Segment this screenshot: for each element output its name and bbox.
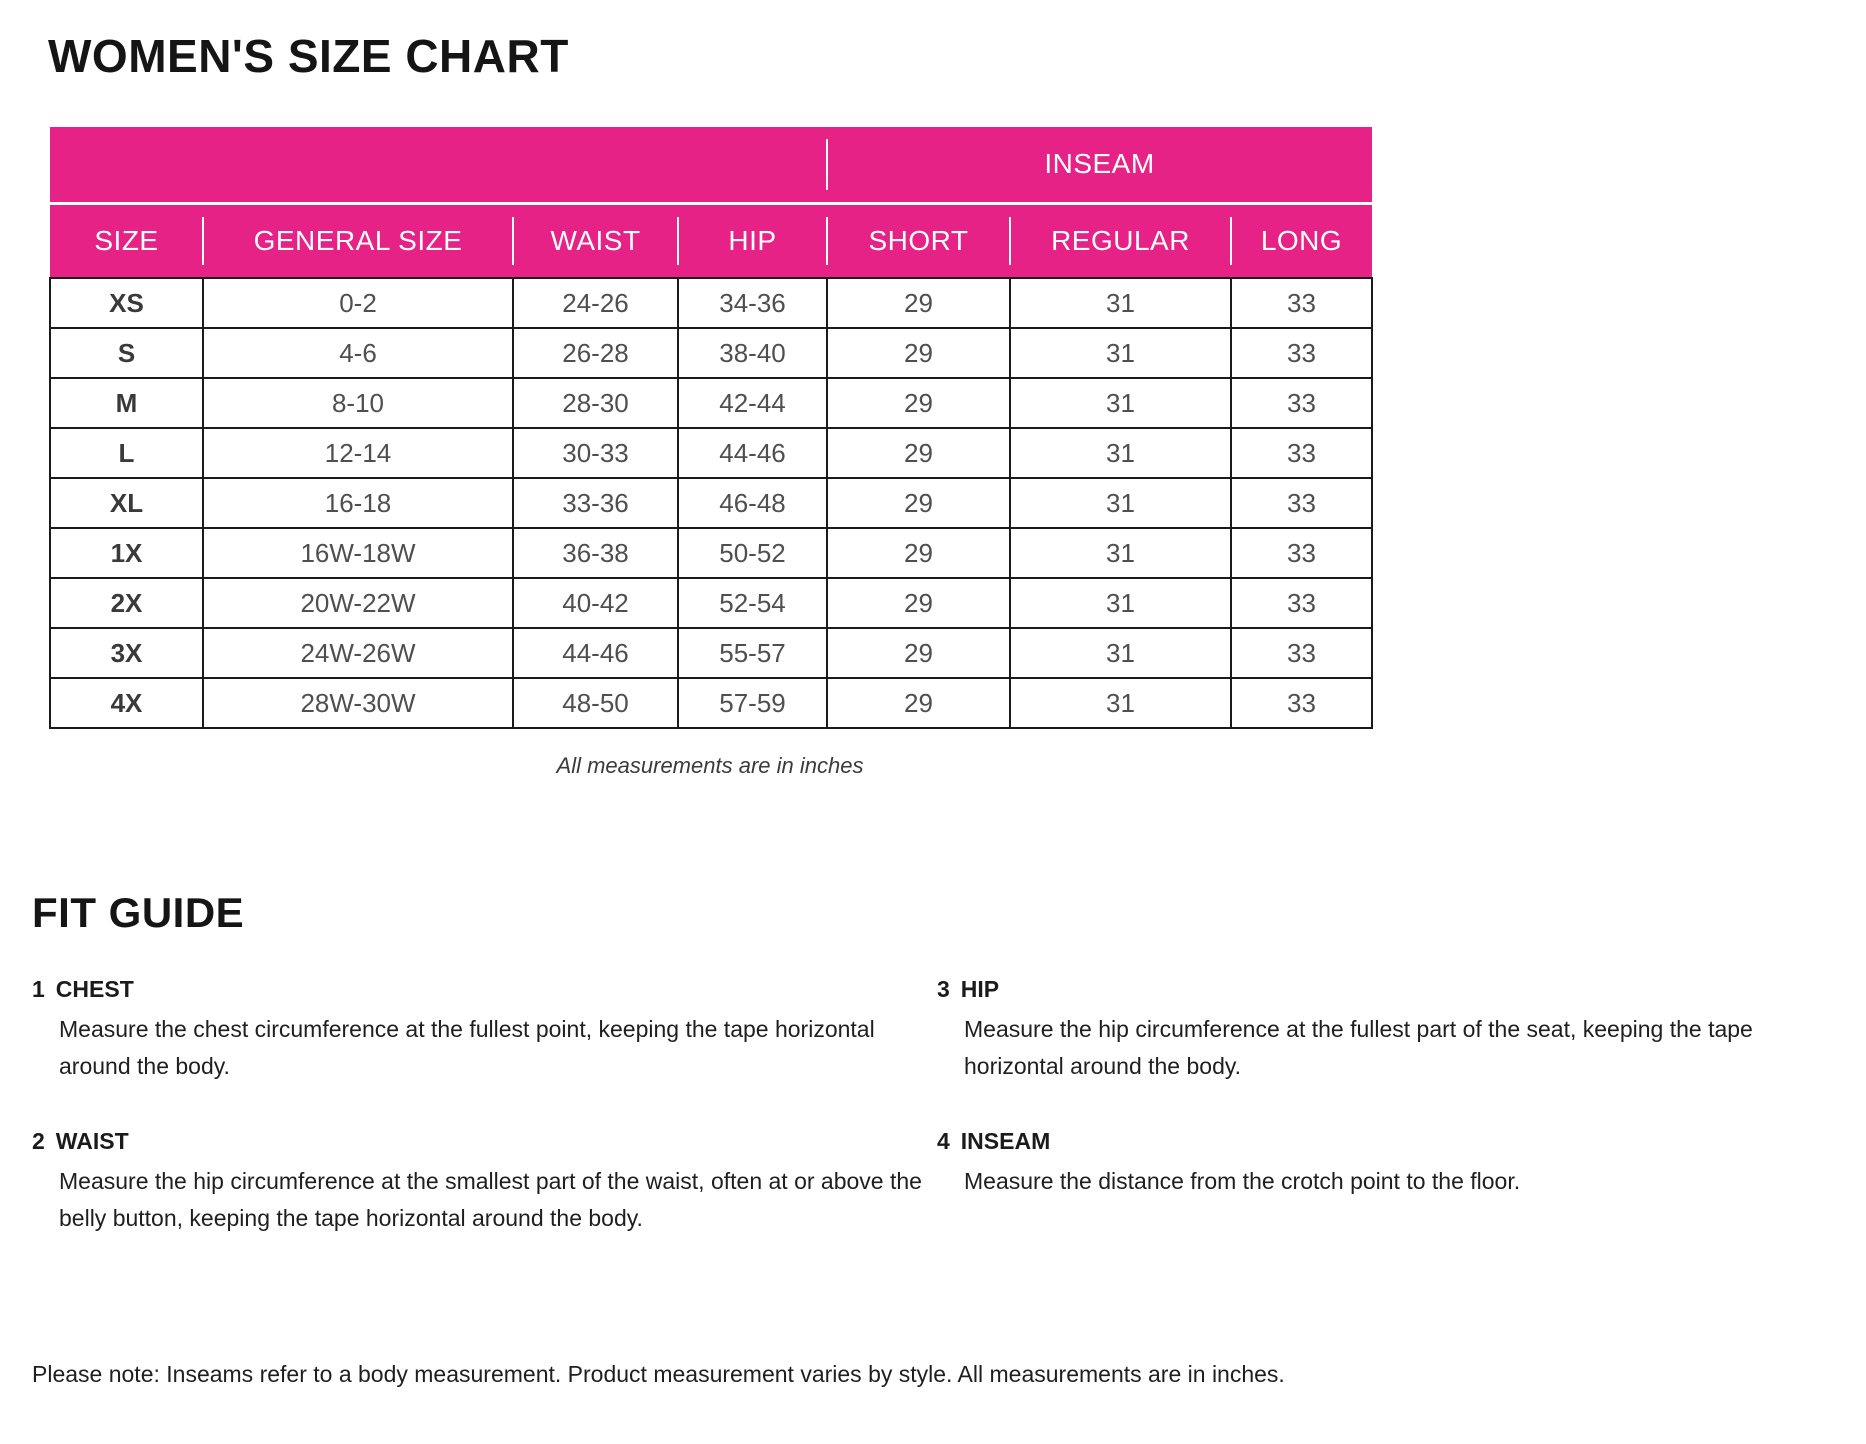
hip-cell: 50-52 — [678, 528, 827, 578]
waist-cell: 48-50 — [513, 678, 678, 728]
column-header-short: SHORT — [827, 203, 1010, 278]
size-cell: 1X — [50, 528, 203, 578]
waist-cell: 36-38 — [513, 528, 678, 578]
size-cell: 2X — [50, 578, 203, 628]
fit-section-heading — [937, 975, 1842, 1003]
inseam-short-cell: 29 — [827, 628, 1010, 678]
inseam-long-cell: 33 — [1231, 628, 1372, 678]
size-cell: XS — [50, 278, 203, 328]
fit-guide-sections — [0, 975, 1866, 1279]
table-row — [50, 378, 1372, 428]
hip-cell: 34-36 — [678, 278, 827, 328]
hip-cell: 55-57 — [678, 628, 827, 678]
column-header-regular: REGULAR — [1010, 203, 1231, 278]
table-row — [50, 278, 1372, 328]
hip-cell: 42-44 — [678, 378, 827, 428]
inseam-regular-cell: 31 — [1010, 278, 1231, 328]
column-header-general-size: GENERAL SIZE — [203, 203, 513, 278]
fit-section-text: Measure the hip circumference at the fullest part of the seat, keeping the tape horizontal around the body. — [964, 1016, 1753, 1079]
hip-cell: 46-48 — [678, 478, 827, 528]
general-size-cell: 4-6 — [203, 328, 513, 378]
size-cell: L — [50, 428, 203, 478]
inseam-regular-cell: 31 — [1010, 678, 1231, 728]
inseam-short-cell: 29 — [827, 278, 1010, 328]
inseam-short-cell: 29 — [827, 478, 1010, 528]
hip-cell: 57-59 — [678, 678, 827, 728]
fit-section-text: Measure the distance from the crotch point to the floor. — [964, 1168, 1521, 1194]
table-row — [50, 328, 1372, 378]
fit-section-text: Measure the chest circumference at the fullest point, keeping the tape horizontal around the body. — [59, 1016, 875, 1079]
waist-cell: 33-36 — [513, 478, 678, 528]
fit-guide-left-column — [32, 975, 937, 1279]
inseam-long-cell: 33 — [1231, 528, 1372, 578]
inseam-short-cell: 29 — [827, 678, 1010, 728]
fit-guide-title: FIT GUIDE — [32, 889, 245, 936]
inseam-regular-cell: 31 — [1010, 578, 1231, 628]
table-row — [50, 678, 1372, 728]
hip-cell: 52-54 — [678, 578, 827, 628]
fit-section-heading — [32, 975, 937, 1003]
size-cell: M — [50, 378, 203, 428]
fit-section-label: INSEAM — [960, 1128, 1051, 1154]
inseam-regular-cell: 31 — [1010, 528, 1231, 578]
table-row — [50, 628, 1372, 678]
size-cell: 4X — [50, 678, 203, 728]
general-size-cell: 8-10 — [203, 378, 513, 428]
fit-section-number: 2 — [32, 1128, 45, 1154]
footnote: Please note: Inseams refer to a body measurement. Product measurement varies by style. All measurements are in inches. — [32, 1361, 1285, 1387]
inseam-long-cell: 33 — [1231, 328, 1372, 378]
table-row — [50, 528, 1372, 578]
size-cell: S — [50, 328, 203, 378]
general-size-cell: 0-2 — [203, 278, 513, 328]
general-size-cell: 12-14 — [203, 428, 513, 478]
inseam-long-cell: 33 — [1231, 378, 1372, 428]
size-table-body — [50, 278, 1372, 728]
table-row — [50, 428, 1372, 478]
fit-section-number: 3 — [937, 976, 950, 1002]
inseam-long-cell: 33 — [1231, 478, 1372, 528]
inseam-long-cell: 33 — [1231, 578, 1372, 628]
inseam-short-cell: 29 — [827, 428, 1010, 478]
inseam-long-cell: 33 — [1231, 428, 1372, 478]
fit-section-inseam — [937, 1127, 1842, 1200]
hip-cell: 38-40 — [678, 328, 827, 378]
fit-section-label: WAIST — [55, 1128, 129, 1154]
general-size-cell: 16-18 — [203, 478, 513, 528]
waist-cell: 28-30 — [513, 378, 678, 428]
inseam-regular-cell: 31 — [1010, 428, 1231, 478]
fit-section-heading — [937, 1127, 1842, 1155]
waist-cell: 40-42 — [513, 578, 678, 628]
fit-guide-right-column — [937, 975, 1842, 1279]
table-row — [50, 478, 1372, 528]
inseam-regular-cell: 31 — [1010, 628, 1231, 678]
fit-section-number: 4 — [937, 1128, 950, 1154]
size-cell: 3X — [50, 628, 203, 678]
page-title: WOMEN'S SIZE CHART — [48, 30, 569, 82]
fit-section-hip — [937, 975, 1842, 1085]
fit-section-label: HIP — [960, 976, 1000, 1002]
inseam-short-cell: 29 — [827, 528, 1010, 578]
inseam-long-cell: 33 — [1231, 678, 1372, 728]
fit-section-number: 1 — [32, 976, 45, 1002]
column-header-hip: HIP — [678, 203, 827, 278]
general-size-cell: 20W-22W — [203, 578, 513, 628]
table-caption: All measurements are in inches — [556, 753, 864, 778]
inseam-short-cell: 29 — [827, 328, 1010, 378]
column-header-waist: WAIST — [513, 203, 678, 278]
fit-section-text: Measure the hip circumference at the smallest part of the waist, often at or above the belly button, keeping the tape horizontal around the body. — [59, 1168, 922, 1231]
inseam-group-row — [50, 127, 1372, 203]
inseam-short-cell: 29 — [827, 578, 1010, 628]
inseam-group-header: INSEAM — [827, 127, 1372, 203]
waist-cell: 30-33 — [513, 428, 678, 478]
general-size-cell: 24W-26W — [203, 628, 513, 678]
size-cell: XL — [50, 478, 203, 528]
inseam-regular-cell: 31 — [1010, 478, 1231, 528]
fit-section-heading — [32, 1127, 937, 1155]
general-size-cell: 28W-30W — [203, 678, 513, 728]
table-row — [50, 578, 1372, 628]
waist-cell: 44-46 — [513, 628, 678, 678]
inseam-regular-cell: 31 — [1010, 378, 1231, 428]
inseam-regular-cell: 31 — [1010, 328, 1231, 378]
column-header-long: LONG — [1231, 203, 1372, 278]
hip-cell: 44-46 — [678, 428, 827, 478]
fit-section-waist — [32, 1127, 937, 1237]
general-size-cell: 16W-18W — [203, 528, 513, 578]
waist-cell: 26-28 — [513, 328, 678, 378]
column-header-row — [50, 203, 1372, 278]
column-header-size: SIZE — [50, 203, 203, 278]
size-chart-table — [49, 127, 1373, 729]
fit-section-chest — [32, 975, 937, 1085]
inseam-short-cell: 29 — [827, 378, 1010, 428]
size-chart-header — [50, 127, 1372, 278]
waist-cell: 24-26 — [513, 278, 678, 328]
header-spacer — [50, 127, 827, 203]
inseam-long-cell: 33 — [1231, 278, 1372, 328]
fit-section-label: CHEST — [55, 976, 134, 1002]
